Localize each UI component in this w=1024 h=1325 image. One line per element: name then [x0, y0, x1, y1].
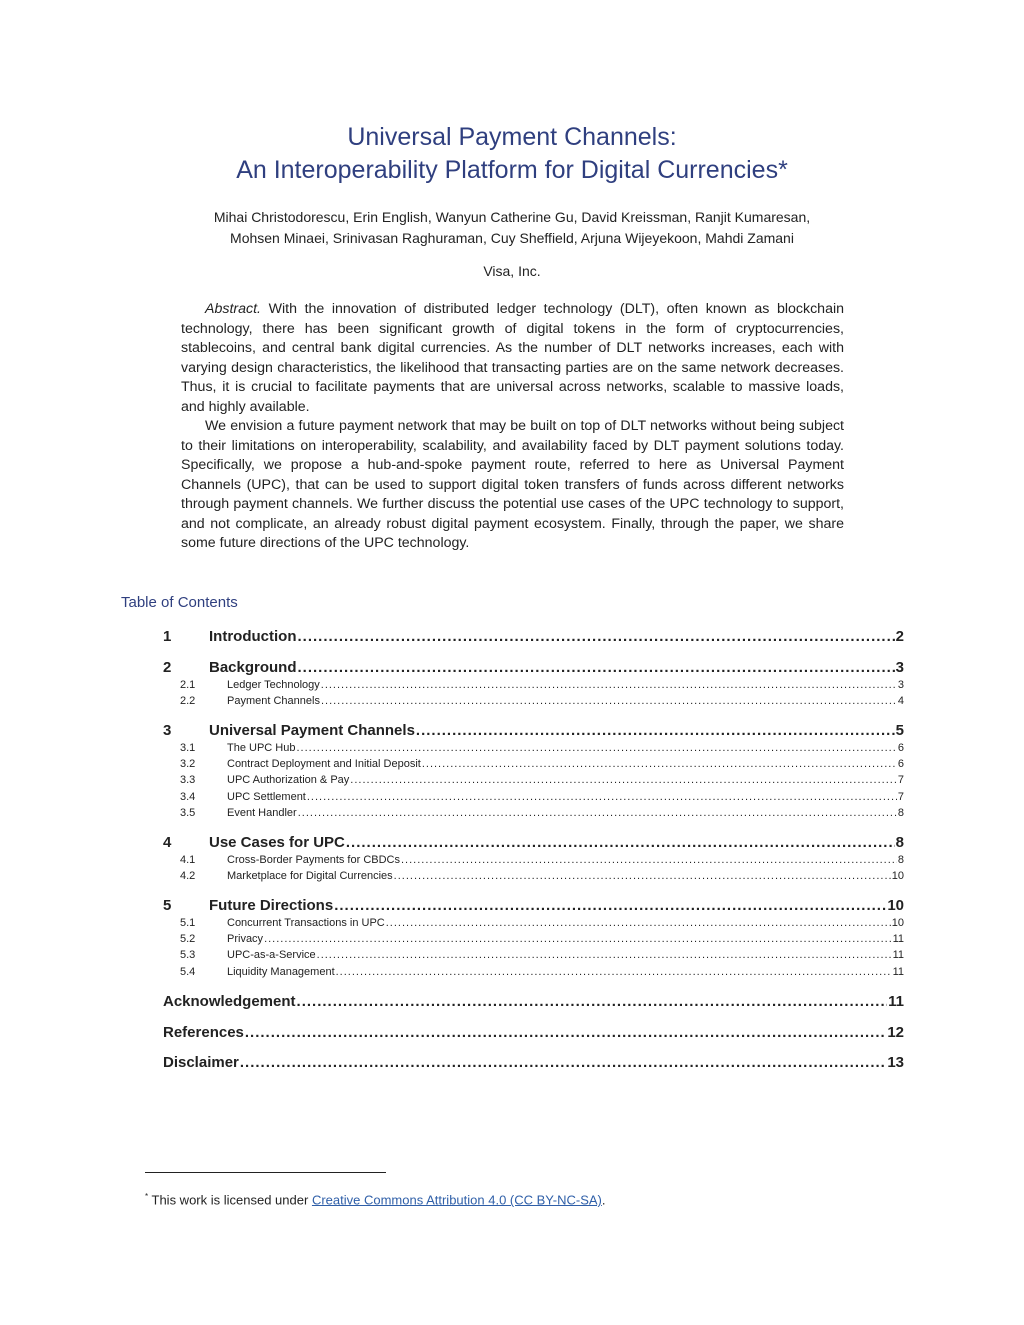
- toc-entry-page: 6: [897, 742, 904, 754]
- toc-entry-title: Use Cases for UPC: [209, 834, 345, 851]
- toc-entry[interactable]: [163, 1053, 904, 1073]
- footnote-divider: [145, 1172, 386, 1173]
- toc-entry-title: Universal Payment Channels: [209, 722, 415, 739]
- toc-entry-title: Disclaimer: [163, 1054, 239, 1071]
- toc-entry-page: 8: [897, 807, 904, 819]
- toc-entry-number: 5: [163, 897, 172, 914]
- authors-line-2: Mohsen Minaei, Srinivasan Raghuraman, Cuy Sheffield, Arjuna Wijeyekoon, Mahdi Zamani: [230, 230, 794, 246]
- toc-entry-number: 4.2: [180, 870, 196, 882]
- toc-entry[interactable]: [163, 658, 904, 678]
- toc-entry-page: 7: [897, 791, 904, 803]
- toc-entry-title: Cross-Border Payments for CBDCs: [227, 854, 400, 866]
- toc-entry[interactable]: [163, 627, 904, 647]
- toc-entry-page: 7: [897, 774, 904, 786]
- toc-entry-number: 5.4: [180, 966, 196, 978]
- toc-subentry[interactable]: [180, 678, 904, 693]
- toc-entry-number: 4: [163, 834, 172, 851]
- toc-entry-page: 4: [897, 695, 904, 707]
- toc-entry-title: Event Handler: [227, 807, 297, 819]
- toc-subentry[interactable]: [180, 790, 904, 805]
- toc-subentry[interactable]: [180, 853, 904, 868]
- toc-entry-number: 1: [163, 628, 172, 645]
- toc-entry-title: The UPC Hub: [227, 742, 296, 754]
- abstract: [181, 300, 844, 554]
- toc-entry-number: 3: [163, 722, 172, 739]
- authors-line-1: Mihai Christodorescu, Erin English, Wanyun Catherine Gu, David Kreissman, Ranjit Kumaresan,: [213, 209, 811, 225]
- toc-entry-title: Background: [209, 659, 297, 676]
- toc-subentry[interactable]: [180, 757, 904, 772]
- toc-entry-title: Future Directions: [209, 897, 334, 914]
- toc-entry-number: 5.2: [180, 933, 196, 945]
- toc-entry-number: 5.3: [180, 949, 196, 961]
- toc-subentry[interactable]: [180, 869, 904, 884]
- toc-dot-leader: [264, 932, 892, 947]
- paper-title: [0, 121, 1024, 187]
- toc-entry-page: 5: [895, 722, 904, 739]
- toc-entry-title: Concurrent Transactions in UPC: [227, 917, 385, 929]
- toc-subentry[interactable]: [180, 916, 904, 931]
- toc-dot-leader: [346, 833, 895, 853]
- title-line-2: An Interoperability Platform for Digital Currencies*: [236, 156, 788, 184]
- toc-entry[interactable]: [163, 896, 904, 916]
- toc-entry-number: 3.5: [180, 807, 196, 819]
- toc-dot-leader: [334, 896, 886, 916]
- toc-entry-title: UPC-as-a-Service: [227, 949, 316, 961]
- toc-entry-page: 3: [897, 679, 904, 691]
- abstract-lead: Abstract.: [205, 301, 261, 317]
- toc-dot-leader: [297, 627, 894, 647]
- toc-entry-title: Contract Deployment and Initial Deposit: [227, 758, 421, 770]
- toc-entry-number: 4.1: [180, 854, 196, 866]
- toc-subentry[interactable]: [180, 741, 904, 756]
- toc-entry-number: 2.2: [180, 695, 196, 707]
- toc-entry-page: 10: [891, 870, 904, 882]
- toc-entry-page: 11: [892, 966, 904, 978]
- toc-entry-page: 11: [892, 933, 904, 945]
- toc-dot-leader: [297, 992, 888, 1012]
- toc-dot-leader: [240, 1053, 886, 1073]
- toc-entry-number: 3.1: [180, 742, 196, 754]
- abstract-text-1: With the innovation of distributed ledger technology (DLT), often known as blockchain technology, there has been significant growth of digital tokens in the form of cryptocurrencies, stablecoins, and central bank digital currencies. As the number of DLT networks increases, each with varying design characteristics, the likelihood that transacting parties are on the same network decreases. Thus, it is crucial to facilitate payments that are universal across networks, scalable to massive loads, and highly available.: [181, 301, 845, 415]
- toc-entry-page: 10: [887, 897, 904, 914]
- toc-entry[interactable]: [163, 721, 904, 741]
- toc-subentry[interactable]: [180, 965, 904, 980]
- toc-dot-leader: [296, 741, 896, 756]
- toc-dot-leader: [386, 916, 891, 931]
- affiliation: Visa, Inc.: [483, 263, 541, 279]
- license-link[interactable]: Creative Commons Attribution 4.0 (CC BY-NC-SA): [311, 1192, 602, 1208]
- toc-entry-title: Marketplace for Digital Currencies: [227, 870, 393, 882]
- toc-entry-title: Privacy: [227, 933, 264, 945]
- toc-entry-page: 3: [895, 659, 904, 676]
- toc-entry-page: 8: [897, 854, 904, 866]
- toc-entry-number: 2: [163, 659, 172, 676]
- toc-entry-title: Acknowledgement: [163, 993, 296, 1010]
- toc-dot-leader: [245, 1023, 886, 1043]
- toc-entry-page: 13: [887, 1054, 904, 1071]
- toc-entry-page: 12: [887, 1024, 904, 1041]
- toc-dot-leader: [350, 773, 897, 788]
- toc-entry[interactable]: [163, 833, 904, 853]
- toc-entry-title: Liquidity Management: [227, 966, 335, 978]
- toc-entry-title: References: [163, 1024, 244, 1041]
- toc-entry-page: 11: [888, 993, 904, 1010]
- toc-subentry[interactable]: [180, 932, 904, 947]
- abstract-paragraph-1: [181, 300, 844, 417]
- toc-subentry[interactable]: [180, 773, 904, 788]
- toc-dot-leader: [336, 965, 892, 980]
- footnote-end: .: [601, 1192, 606, 1208]
- toc-dot-leader: [401, 853, 897, 868]
- toc-entry-page: 10: [891, 917, 904, 929]
- author-list: [0, 207, 1024, 249]
- toc-dot-leader: [416, 721, 895, 741]
- footnote-text: This work is licensed under: [151, 1192, 309, 1208]
- toc-subentry[interactable]: [180, 806, 904, 821]
- toc-dot-leader: [307, 790, 897, 805]
- toc-dot-leader: [321, 678, 897, 693]
- footnote: [145, 1188, 606, 1209]
- toc-entry-number: 3.3: [180, 774, 196, 786]
- toc-heading: Table of Contents: [121, 594, 238, 611]
- toc-entry[interactable]: [163, 992, 904, 1012]
- toc-entry-title: UPC Authorization & Pay: [227, 774, 350, 786]
- toc-entry-number: 5.1: [180, 917, 196, 929]
- toc-entry-number: 3.2: [180, 758, 196, 770]
- toc-dot-leader: [298, 658, 895, 678]
- toc-subentry[interactable]: [180, 948, 904, 963]
- abstract-paragraph-2: We envision a future payment network that may be built on top of DLT networks without being subject to their limitations on interoperability, scalability, and availability faced by DLT payment solutions today. Specifically, we propose a hub-and-spoke payment route, referred to here as Universal Payment Channels (UPC), that can be used to support digital token transfers of funds across different networks through payment channels. We further discuss the potential use cases of the UPC technology to support, and not complicate, an already robust digital payment ecosystem. Finally, through the paper, we share some future directions of the UPC technology.: [181, 418, 844, 551]
- toc-subentry[interactable]: [180, 694, 904, 709]
- toc-entry-title: Payment Channels: [227, 695, 320, 707]
- toc-entry-title: UPC Settlement: [227, 791, 306, 803]
- toc-entry[interactable]: [163, 1023, 904, 1043]
- toc-dot-leader: [394, 869, 891, 884]
- toc-entry-page: 2: [895, 628, 904, 645]
- toc-entry-page: 6: [897, 758, 904, 770]
- toc-dot-leader: [422, 757, 897, 772]
- toc-dot-leader: [298, 806, 897, 821]
- toc-entry-title: Ledger Technology: [227, 679, 320, 691]
- toc-dot-leader: [317, 948, 892, 963]
- toc-entry-page: 11: [892, 949, 904, 961]
- toc-entry-number: 2.1: [180, 679, 196, 691]
- toc-entry-page: 8: [895, 834, 904, 851]
- footnote-marker: *: [145, 1192, 149, 1201]
- toc-entry-number: 3.4: [180, 791, 196, 803]
- title-line-1: Universal Payment Channels:: [347, 123, 677, 151]
- toc-entry-title: Introduction: [209, 628, 297, 645]
- toc-dot-leader: [321, 694, 897, 709]
